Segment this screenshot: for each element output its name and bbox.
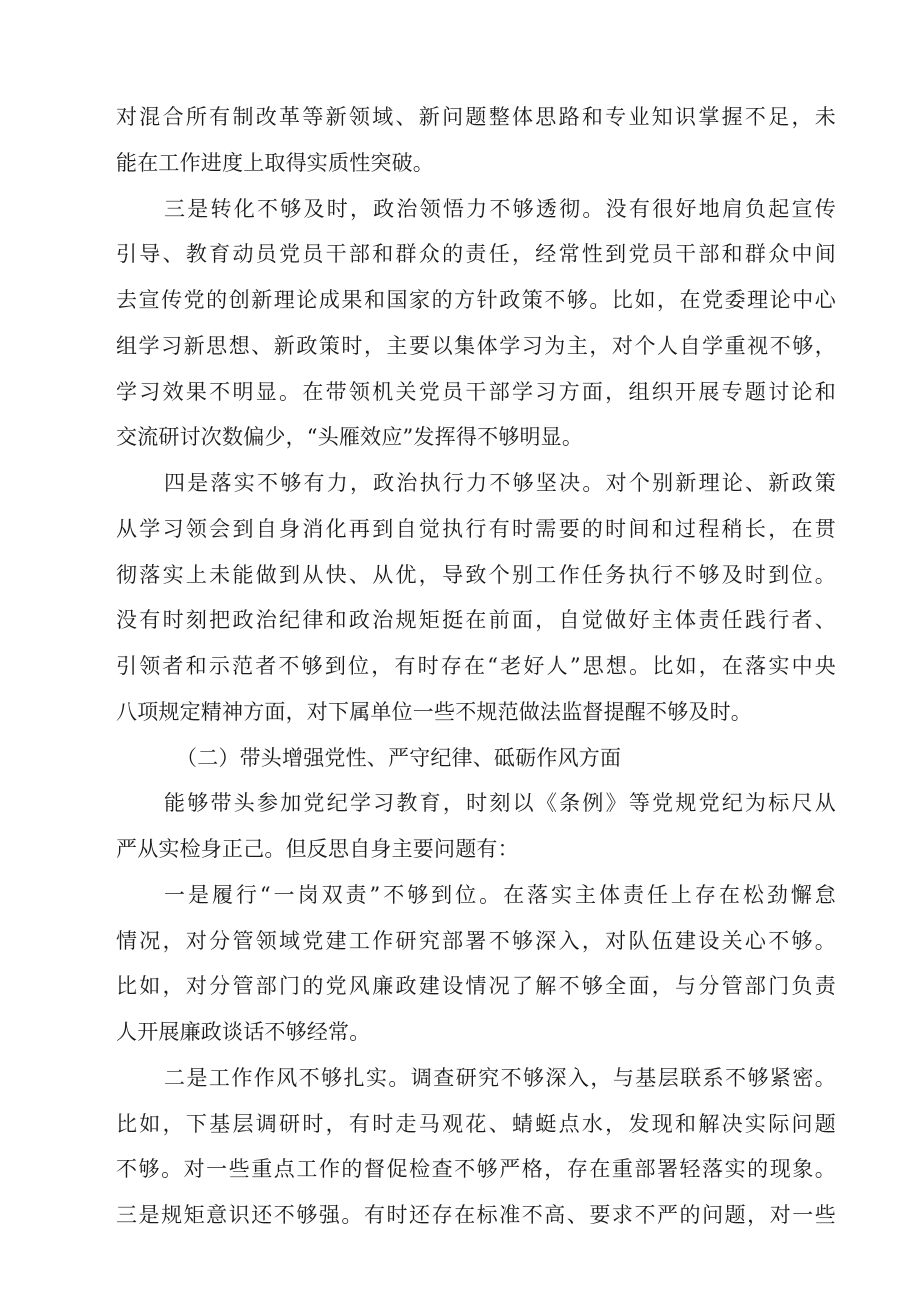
text-line: 人开展廉政谈话不够经常。 xyxy=(116,1020,371,1044)
text-line: 去宣传党的创新理论成果和国家的方针政策不够。比如，在党委理论中心 xyxy=(116,288,836,312)
text-line: 组学习新思想、新政策时，主要以集体学习为主，对个人自学重视不够， xyxy=(116,333,836,358)
paragraph-5 xyxy=(116,873,836,1056)
text-line: 从学习领会到自身消化再到自觉执行有时需要的时间和过程稍长，在贯 xyxy=(116,516,836,541)
text-line: 能在工作进度上取得实质性突破。 xyxy=(116,150,434,175)
text-line: 情况，对分管领域党建工作研究部署不够深入，对队伍建设关心不够。 xyxy=(116,928,836,953)
paragraph-2 xyxy=(116,187,836,462)
text-line: 比如，下基层调研时，有时走马观花、蜻蜓点水，发现和解决实际问题 xyxy=(116,1111,836,1136)
text-line: 四是落实不够有力，政治执行力不够坚决。对个别新理论、新政策 xyxy=(164,471,836,495)
text-line: 一是履行“一岗双责”不够到位。在落实主体责任上存在松劲懈怠 xyxy=(164,882,836,907)
paragraph-6 xyxy=(116,1056,836,1239)
text-line: 比如，对分管部门的党风廉政建设情况了解不够全面，与分管部门负责 xyxy=(116,974,836,999)
paragraph-3 xyxy=(116,461,836,736)
text-line: 严从实检身正己。但反思自身主要问题有： xyxy=(116,837,519,861)
text-line: 引导、教育动员党员干部和群众的责任，经常性到党员干部和群众中间 xyxy=(116,242,836,267)
section-heading xyxy=(116,736,836,782)
text-line: 没有时刻把政治纪律和政治规矩挺在前面，自觉做好主体责任践行者、 xyxy=(116,608,836,633)
document-body xyxy=(116,95,836,1239)
text-line: 引领者和示范者不够到位，有时存在“老好人”思想。比如，在落实中央 xyxy=(116,654,836,678)
paragraph-1 xyxy=(116,95,836,187)
text-line: 二是工作作风不够扎实。调查研究不够深入，与基层联系不够紧密。 xyxy=(164,1065,836,1090)
text-line: 对混合所有制改革等新领域、新问题整体思路和专业知识掌握不足，未 xyxy=(116,105,836,129)
text-line: 学习效果不明显。在带领机关党员干部学习方面，组织开展专题讨论和 xyxy=(116,379,836,404)
text-line: 三是转化不够及时，政治领悟力不够透彻。没有很好地肩负起宣传 xyxy=(164,196,836,221)
text-line: 能够带头参加党纪学习教育，时刻以《条例》等党规党纪为标尺从 xyxy=(164,791,836,816)
text-line: 交流研讨次数偏少，“头雁效应”发挥得不够明显。 xyxy=(116,425,584,450)
paragraph-4 xyxy=(116,781,836,873)
section-heading-text: （二）带头增强党性、严守纪律、砥砺作风方面 xyxy=(176,745,622,770)
text-line: 三是规矩意识还不够强。有时还存在标准不高、要求不严的问题，对一些 xyxy=(116,1203,836,1227)
text-line: 不够。对一些重点工作的督促检查不够严格，存在重部署轻落实的现象。 xyxy=(116,1157,836,1182)
text-line: 彻落实上未能做到从快、从优，导致个别工作任务执行不够及时到位。 xyxy=(116,562,836,587)
text-line: 八项规定精神方面，对下属单位一些不规范做法监督提醒不够及时。 xyxy=(116,699,752,724)
